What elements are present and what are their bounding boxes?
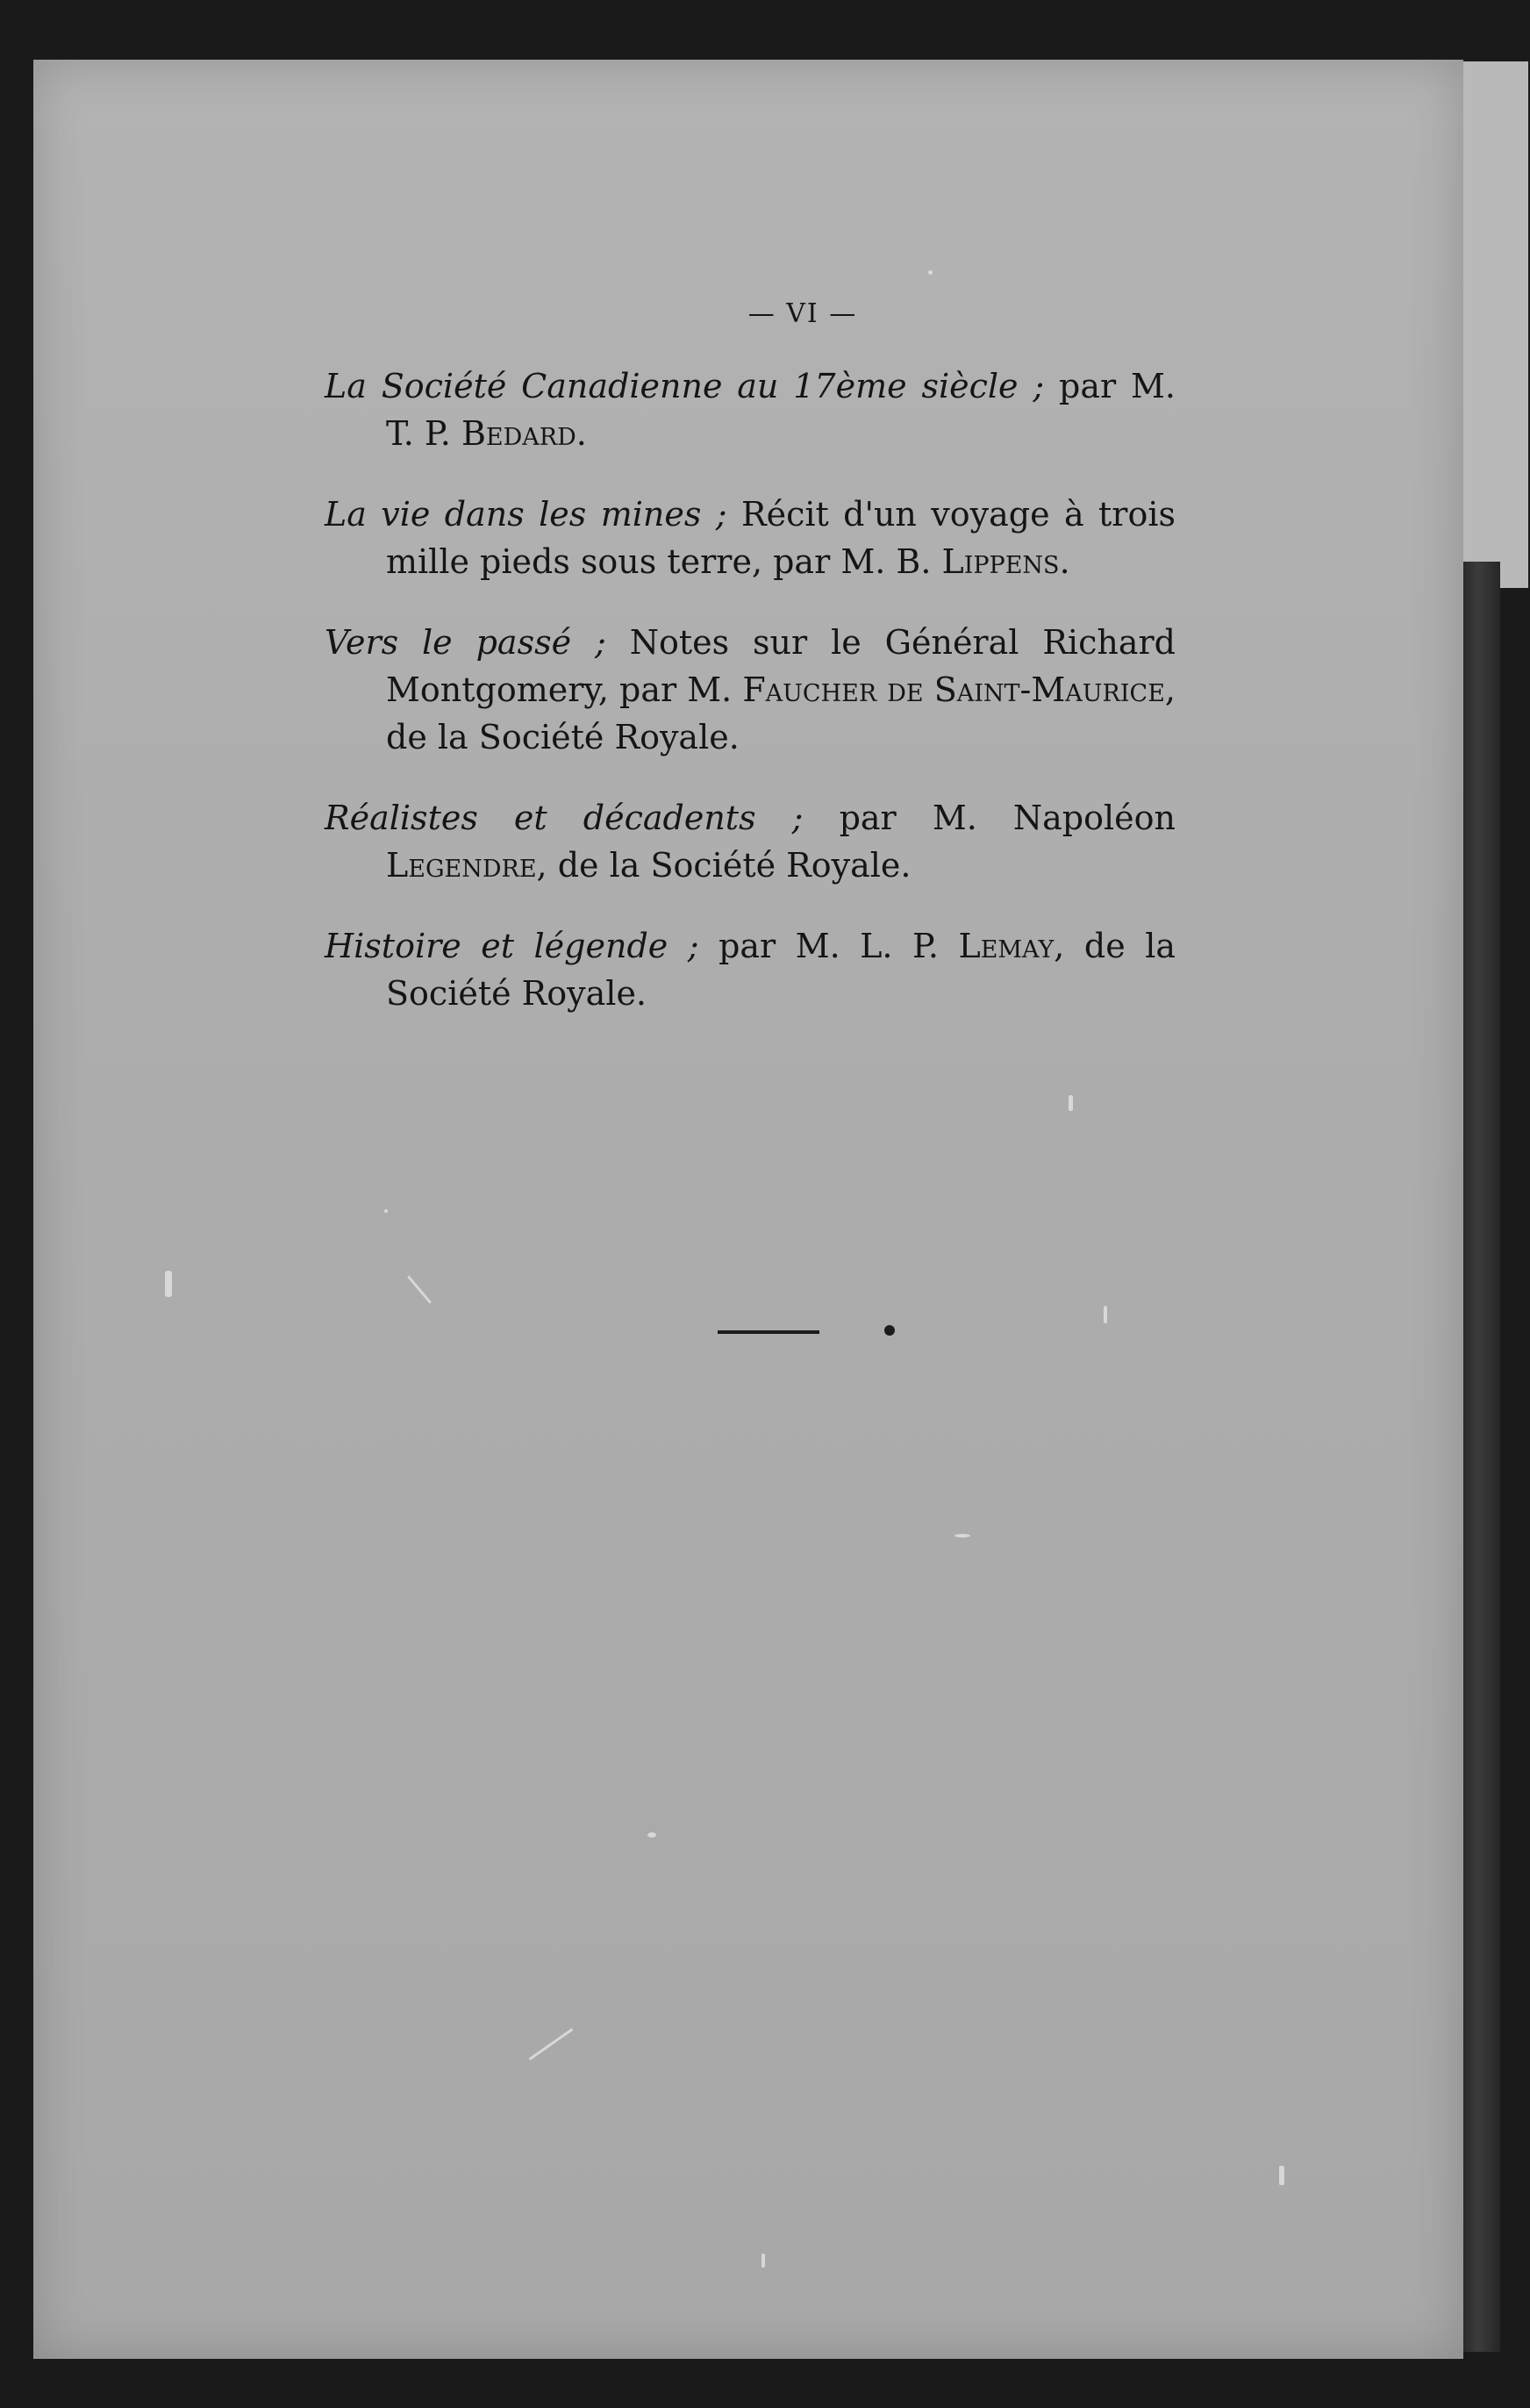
entry-text: Notes sur le Général Richard Montgomery, par M. [386,623,1176,709]
entry-title: La vie dans les mines ; [325,495,727,534]
entry-tail: . [1059,542,1070,581]
toc-entry [325,362,1176,457]
paper-speck [1104,1306,1107,1323]
entry-tail: . [576,414,587,453]
entry-author: Lemay [958,927,1055,965]
entry-text: Récit d'un voyage à trois mille pieds sous terre, par M. B. [386,495,1176,581]
entry-title: La Société Canadienne au 17ème siècle ; [325,367,1045,405]
toc-entry [325,922,1176,1017]
paper-speck [761,2254,765,2268]
paper-speck [928,270,933,275]
entry-title: Vers le passé ; [325,623,606,662]
entry-author: Bedard [461,414,576,453]
binding-shadow [1463,562,1500,2352]
paper-speck [407,1275,432,1304]
table-of-contents [325,298,1176,1036]
toc-entry [325,491,1176,585]
paper-speck [1069,1095,1073,1111]
end-ornament [718,1323,919,1341]
entry-tail: , de la Société Royale. [536,846,912,885]
entry-text: par M. L. P. [698,927,959,965]
paper-speck [1279,2166,1284,2185]
ornament-dot [884,1325,895,1336]
entry-text: par M. Napoléon [803,799,1176,837]
entry-title: Histoire et légende ; [325,927,699,965]
ornament-rule [718,1330,819,1334]
paper-speck [647,1832,656,1838]
paper-speck [165,1271,172,1297]
entry-author: Lippens [941,542,1060,581]
paper-speck [384,1209,388,1213]
entry-author: Legendre [386,846,537,885]
paper-speck [954,1534,970,1537]
entry-tail: , de la Société Royale. [386,670,1176,756]
entry-author: Faucher de Saint-Maurice [742,670,1165,709]
entry-text: par M. T. P. [386,367,1176,453]
entry-tail: , de la Société Royale. [386,927,1176,1013]
toc-entry [325,619,1176,761]
toc-entry [325,794,1176,889]
entry-title: Réalistes et décadents ; [325,799,804,837]
page-number: — VI — [747,298,858,329]
paper-speck [529,2028,574,2060]
